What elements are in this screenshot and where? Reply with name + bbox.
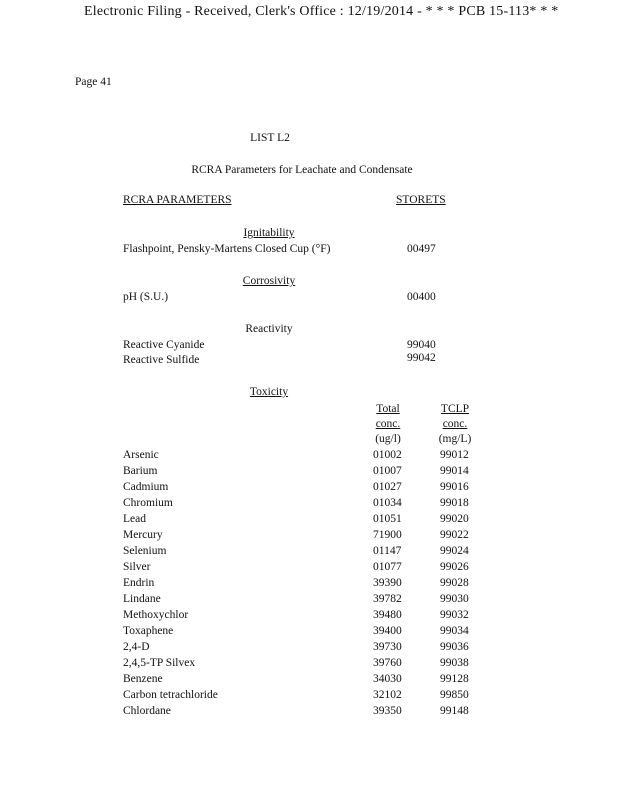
table-row (0, 673, 618, 689)
reactivity-item-code: 99042 (407, 352, 436, 364)
tclp-storet: 99032 (440, 609, 469, 621)
storets-heading: STORETS (396, 194, 446, 206)
table-row (0, 705, 618, 721)
total-storet: 01051 (373, 513, 402, 525)
tclp-storet: 99022 (440, 529, 469, 541)
subtitle: RCRA Parameters for Leachate and Condensate (191, 164, 413, 176)
tclp-storet: 99016 (440, 481, 469, 493)
total-conc-line2: conc. (375, 418, 401, 430)
table-row (0, 529, 618, 545)
analyte-name: Mercury (123, 529, 163, 541)
rcra-parameters-heading: RCRA PARAMETERS (123, 194, 232, 206)
analyte-name: Endrin (123, 577, 155, 589)
analyte-name: Benzene (123, 673, 163, 685)
tclp-storet: 99128 (440, 673, 469, 685)
reactivity-item-code: 99040 (407, 339, 436, 351)
total-storet: 39730 (373, 641, 402, 653)
total-storet: 39782 (373, 593, 402, 605)
analyte-name: Chromium (123, 497, 173, 509)
tclp-conc-line2: conc. (442, 418, 468, 430)
corrosivity-item-code: 00400 (407, 291, 436, 303)
table-row (0, 657, 618, 673)
table-row (0, 465, 618, 481)
tclp-storet: 99024 (440, 545, 469, 557)
table-row (0, 609, 618, 625)
total-storet: 34030 (373, 673, 402, 685)
analyte-name: Barium (123, 465, 158, 477)
analyte-name: 2,4,5-TP Silvex (123, 657, 196, 669)
table-row (0, 449, 618, 465)
corrosivity-item-name: pH (S.U.) (123, 291, 169, 303)
analyte-name: Silver (123, 561, 151, 573)
tclp-conc-line3: (mg/L) (438, 433, 472, 445)
tclp-storet: 99028 (440, 577, 469, 589)
total-storet: 32102 (373, 689, 402, 701)
corrosivity-heading: Corrosivity (242, 275, 296, 287)
table-row (0, 513, 618, 529)
tclp-storet: 99034 (440, 625, 469, 637)
reactivity-item-name: Reactive Cyanide (123, 339, 205, 351)
table-row (0, 641, 618, 657)
ignitability-item-name: Flashpoint, Pensky-Martens Closed Cup (°F) (123, 243, 331, 255)
tclp-conc-heading (439, 402, 472, 447)
filing-header: Electronic Filing - Received, Clerk's Office : 12/19/2014 - * * * PCB 15-113* * * (84, 4, 559, 19)
tclp-storet: 99036 (440, 641, 469, 653)
total-conc-heading (375, 402, 401, 447)
analyte-name: Selenium (123, 545, 167, 557)
analyte-name: 2,4-D (123, 641, 150, 653)
total-storet: 39760 (373, 657, 402, 669)
table-row (0, 577, 618, 593)
table-row (0, 593, 618, 609)
table-row (0, 625, 618, 641)
ignitability-item-code: 00497 (407, 243, 436, 255)
analyte-name: Methoxychlor (123, 609, 189, 621)
total-storet: 01002 (373, 449, 402, 461)
tclp-storet: 99148 (440, 705, 469, 717)
toxicity-heading: Toxicity (249, 386, 289, 398)
page-label: Page 41 (75, 76, 112, 88)
total-conc-line3: (ug/l) (375, 433, 401, 445)
table-row (0, 545, 618, 561)
tclp-storet: 99038 (440, 657, 469, 669)
analyte-name: Chlordane (123, 705, 171, 717)
tclp-storet: 99018 (440, 497, 469, 509)
analyte-name: Arsenic (123, 449, 159, 461)
total-storet: 01147 (373, 545, 402, 557)
tclp-storet: 99850 (440, 689, 469, 701)
total-storet: 71900 (373, 529, 402, 541)
total-storet: 01034 (373, 497, 402, 509)
tclp-storet: 99012 (440, 449, 469, 461)
reactivity-item-name: Reactive Sulfide (123, 354, 200, 366)
total-storet: 39350 (373, 705, 402, 717)
total-conc-line1: Total (376, 403, 400, 415)
tclp-storet: 99030 (440, 593, 469, 605)
list-title: LIST L2 (250, 132, 290, 144)
table-row (0, 481, 618, 497)
tclp-storet: 99026 (440, 561, 469, 573)
tclp-storet: 99014 (440, 465, 469, 477)
total-storet: 39400 (373, 625, 402, 637)
tclp-storet: 99020 (440, 513, 469, 525)
analyte-name: Lindane (123, 593, 161, 605)
analyte-name: Lead (123, 513, 146, 525)
table-row (0, 561, 618, 577)
reactivity-heading: Reactivity (245, 323, 293, 335)
analyte-name: Cadmium (123, 481, 169, 493)
total-storet: 01077 (373, 561, 402, 573)
table-row (0, 497, 618, 513)
total-storet: 01007 (373, 465, 402, 477)
total-storet: 01027 (373, 481, 402, 493)
table-row (0, 689, 618, 705)
analyte-name: Toxaphene (123, 625, 174, 637)
total-storet: 39390 (373, 577, 402, 589)
tclp-conc-line1: TCLP (440, 403, 470, 415)
ignitability-heading: Ignitability (243, 227, 295, 239)
analyte-name: Carbon tetrachloride (123, 689, 218, 701)
total-storet: 39480 (373, 609, 402, 621)
